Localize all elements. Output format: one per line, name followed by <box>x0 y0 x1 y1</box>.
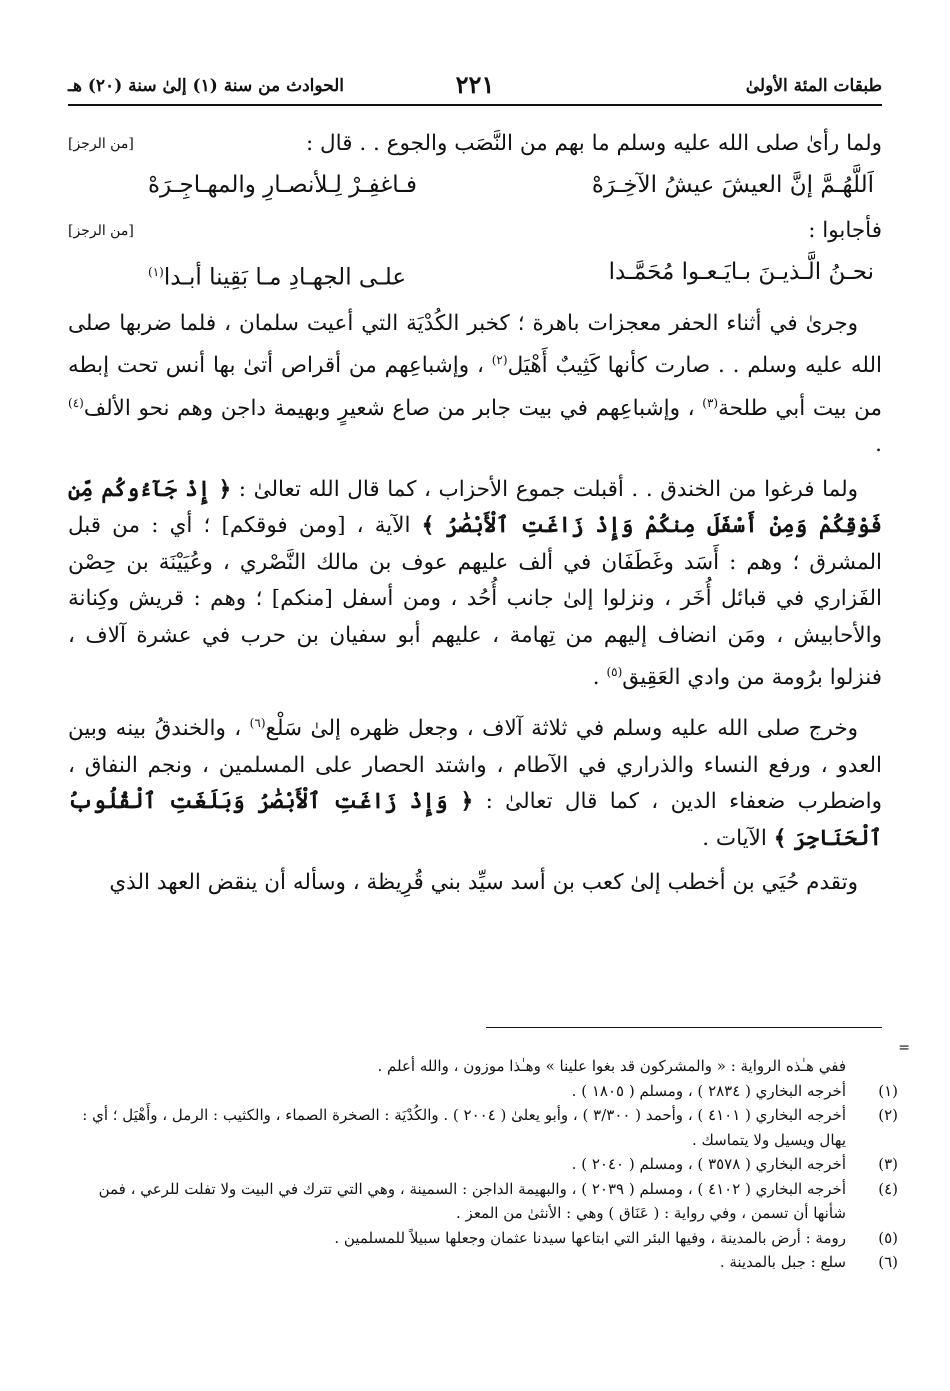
footnote-1 <box>68 1079 898 1104</box>
verse-2-first-hemistich: نحـنُ الَّـذيـنَ بـايَـعـوا مُحَمَّـدا <box>608 258 874 285</box>
footnote-ref: (٥) <box>606 665 623 680</box>
meter-label: [من الرجز] <box>68 136 134 152</box>
footnote-ref: (٣) <box>702 395 719 410</box>
footnote-text: أخرجه البخاري ( ٤١٠٢ ) ، ومسلم ( ٢٠٣٩ ) ، والبهيمة الداجن : السمينة ، وهي التي تترك في البيت ولا تفلت للرعي ، فمن شأنها أن تسمن ، وفي رواية : ( عَنَاق ) وهي : الأنثىٰ من المعز . <box>98 1179 846 1222</box>
paragraph-miracles: وجرىٰ في أثناء الحفر معجزات باهرة ؛ كخبر الكُدْيَة التي أعيت سلمان ، فلما ضربها صلى الله عليه وسلم . . صارت كأنها كَثِيبٌ أَهْيَل$^{(٢)}$ ، وإشباعِهم من أقراص أتىٰ بها أنس تحت إبطه من بيت أبي طلحة$^{(٣)}$ ، وإشباعِهم في بيت جابر من صاع شعيرٍ وبهيمة داجن وهم نحو الألف$^{(٤)}$ . <box>68 310 882 458</box>
footnote-2 <box>68 1103 898 1152</box>
running-header <box>68 70 882 106</box>
footnote-text: أخرجه البخاري ( ٣٥٧٨ ) ، ومسلم ( ٢٠٤٠ ) . <box>571 1155 846 1173</box>
paragraph-siege: وخرج صلى الله عليه وسلم في ثلاثة آلاف ، وجعل ظهره إلىٰ سَلْع$^{(٦)}$ ، والخندقُ بينه وبين العدو ، ورفع النساء والذراري في الآطام ، واشتد الحصار على المسلمين ، ونجم النفاق ، واضطرب ضعفاء الدين ، كما قال تعالىٰ : ﴿ وَإِذْ زَاغَتِ ٱلْأَبْصَٰرُ وَبَلَغَتِ ٱلْقُلُوبُ ٱلْحَنَاجِرَ ﴾ الآيات . <box>68 716 883 851</box>
footnote-4 <box>68 1177 898 1226</box>
intro-line <box>68 126 882 163</box>
footnote-6 <box>68 1250 898 1275</box>
main-text <box>68 126 882 902</box>
footnote-text: أخرجه البخاري ( ٢٨٣٤ ) ، ومسلم ( ١٨٠٥ ) . <box>571 1081 846 1100</box>
meter-label: [من الرجز] <box>68 223 134 239</box>
footnote-number: (١) <box>878 1081 898 1100</box>
book-title: طبقات المئة الأولىٰ <box>745 76 882 96</box>
continuation-mark: = <box>898 1040 910 1056</box>
verse-2 <box>68 254 882 296</box>
quran-quote: ﴿ وَإِذْ زَاغَتِ ٱلْأَبْصَٰرُ وَبَلَغَتِ ٱلْقُلُوبُ ٱلْحَنَاجِرَ ﴾ <box>68 789 882 851</box>
verse-1-first-hemistich: اَللَّهُـمَّ إنَّ العيشَ عيشُ الآخِـرَهْ <box>591 171 874 198</box>
paragraph-confederates: ولما فرغوا من الخندق . . أقبلت جموع الأحزاب ، كما قال الله تعالىٰ : ﴿ إِذْ جَآءُوكُم مِّن فَوْقِكُمْ وَمِنْ أَسْفَلَ مِنكُمْ وَإِذْ زَاغَتِ ٱلْأَبْصَٰرُ ﴾ الآية ، [ومن فوقكم] ؛ أي : من قبل المشرق ؛ وهم : أَسَد وغَطَفَان في ألف عليهم عوف بن مالك النَّصْري ، وعُيَيْنَة بن حِصْن الفَزاري في قبائل أُخَر ، ونزلوا إلىٰ جانب أُحُد ، ومن أسفل [منكم] ؛ وهم : قريش وكِنانة والأحابيش ، ومَن انضاف إليهم من تِهامة ، عليهم أبو سفيان بن حرب في عشرة آلاف ، فنزلوا برُومة من وادي العَقِيق$^{(٥)}$ . <box>68 476 883 691</box>
reply-line <box>68 213 882 250</box>
page-number: ٢٢١ <box>455 70 495 99</box>
footnote-number: (٣) <box>878 1155 898 1173</box>
footnote-ref: (٦) <box>249 716 266 731</box>
footnote-ref: (٤) <box>68 395 84 410</box>
footnote-number: (٥) <box>878 1228 898 1247</box>
section-title: الحوادث من سنة (١) إلىٰ سنة (٢٠) هـ <box>68 76 345 96</box>
footnote-number: (٢) <box>878 1106 898 1124</box>
footnote-5 <box>68 1226 898 1251</box>
paragraph-huyayy: وتقدم حُيَي بن أخطب إلىٰ كعب بن أسد سيِّد بني قُرِيظة ، وسأله أن ينقض العهد الذي <box>109 870 858 896</box>
footnote-ref: (١) <box>148 264 164 279</box>
intro-text: ولما رأىٰ صلى الله عليه وسلم ما بهم من النَّصَب والجوع . . قال : <box>305 131 882 156</box>
footnote-number: (٤) <box>878 1179 898 1198</box>
footnote-text: رومة : أرض بالمدينة ، وفيها البئر التي ابتاعها سيدنا عثمان وجعلها سبيلاً للمسلمين . <box>334 1228 846 1247</box>
quran-quote: ﴿ إِذْ جَآءُوكُم مِّن فَوْقِكُمْ وَمِنْ أَسْفَلَ مِنكُمْ وَإِذْ زَاغَتِ ٱلْأَبْصَٰرُ ﴾ <box>68 476 883 539</box>
footnotes <box>68 1054 898 1275</box>
verse-1-second-hemistich: فـاغفِـرْ لِـلأنصـارِ والمهـاجِـرَهْ <box>148 171 417 198</box>
footnote-continuation: ففي هـٰذه الرواية : « والمشركون قد بغوا علينا » وهـٰذا موزون ، والله أعلم . <box>377 1057 846 1075</box>
footnote-rule <box>486 1027 882 1028</box>
verse-2-second-hemistich: علـى الجهـادِ مـا بَقِينا أبـدا$^{(١)}$ <box>148 264 407 291</box>
reply-text: فأجابوا : <box>808 218 882 243</box>
footnote-text: سلع : جبل بالمدينة . <box>719 1253 846 1271</box>
footnote-ref: (٢) <box>491 353 508 368</box>
footnote-number: (٦) <box>878 1253 898 1271</box>
header-rule <box>68 104 882 106</box>
verse-1 <box>68 167 882 204</box>
footnote-3 <box>68 1152 898 1177</box>
footnote-text: أخرجه البخاري ( ٤١٠١ ) ، وأحمد ( ٣/٣٠٠ ) ، وأبو يعلىٰ ( ٢٠٠٤ ) . والكُدْيَة : الصخرة الصماء ، والكثيب : الرمل ، وأَهْيَل ؛ أي : يهال ويسيل ولا يتماسك . <box>82 1106 846 1149</box>
